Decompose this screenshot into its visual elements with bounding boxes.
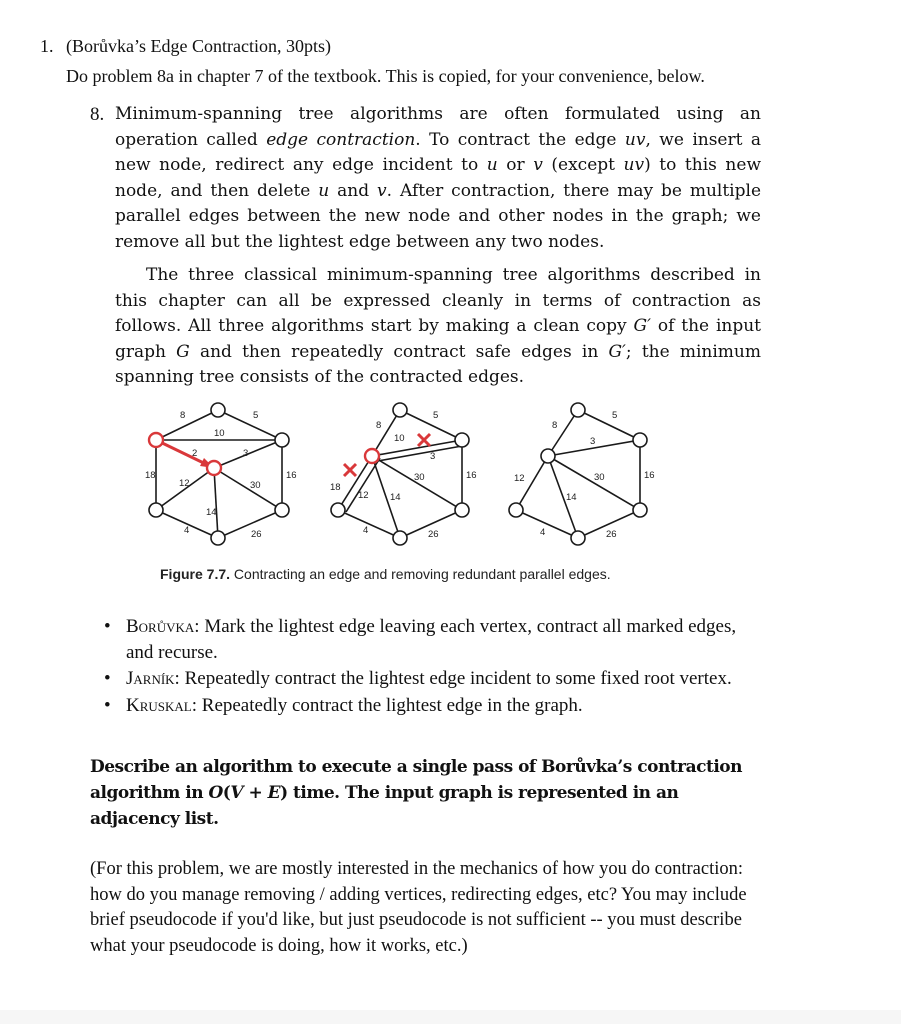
- edge-4: [338, 510, 400, 538]
- node: [393, 403, 407, 417]
- weight-label: 12: [358, 490, 369, 501]
- algorithm-description: Repeatedly contract the lightest edge incident to some fixed root vertex.: [179, 668, 732, 689]
- math-o: O: [208, 783, 223, 803]
- graph-before-nodes: [149, 403, 289, 545]
- weight-label: 16: [644, 470, 655, 481]
- node: [275, 503, 289, 517]
- weight-label: 10: [214, 428, 225, 439]
- weight-label: 18: [145, 470, 156, 481]
- task-statement: [90, 754, 760, 832]
- node: [571, 531, 585, 545]
- weight-label: 12: [179, 478, 190, 489]
- weight-label: 16: [466, 470, 477, 481]
- weight-label: 5: [433, 410, 439, 421]
- math-v: V: [230, 783, 244, 803]
- algorithm-name: Jarník:: [126, 668, 180, 689]
- weight-label: 26: [428, 529, 439, 540]
- text-run: . After contraction, there may be multiple parallel edges between the new node and other nodes in the graph; we remove all but the lightest edge between any two nodes.: [115, 180, 762, 252]
- math-u: u: [318, 180, 330, 201]
- node: [633, 503, 647, 517]
- weight-label: 14: [566, 492, 577, 503]
- figure-caption-label: Figure 7.7.: [160, 566, 231, 582]
- list-item-kruskal: [90, 693, 750, 719]
- node: [455, 433, 469, 447]
- weight-label: 3: [430, 451, 436, 462]
- weight-label: 2: [192, 448, 198, 459]
- weight-label: 14: [206, 507, 217, 518]
- edge-8: [156, 410, 218, 440]
- edge-8: [548, 410, 578, 456]
- problem-number: 1.: [40, 36, 54, 56]
- text-run: +: [243, 783, 268, 803]
- math-u: u: [486, 155, 498, 175]
- graph-during-contraction: [338, 410, 462, 538]
- math-v: v: [377, 180, 387, 201]
- figure-caption: [160, 566, 611, 582]
- weight-label: 8: [552, 420, 558, 431]
- algorithm-name: Borůvka:: [126, 616, 200, 637]
- remove-x-icon: [344, 464, 356, 476]
- weight-label: 3: [243, 448, 249, 459]
- weight-label: 5: [253, 410, 259, 421]
- text-run: or: [497, 155, 534, 175]
- node: [541, 449, 555, 463]
- weight-label: 12: [514, 473, 525, 484]
- weight-label: 30: [414, 472, 425, 483]
- math-uv: uv: [624, 129, 646, 150]
- text-run: and: [329, 180, 378, 201]
- graph-before-labels: [145, 410, 297, 540]
- math-g-prime: G′: [633, 316, 651, 336]
- text-run: Describe an algorithm to execute a single pass of Borůvka’s contraction algorithm in: [90, 757, 742, 803]
- list-item-jarnik: [90, 666, 750, 692]
- node: [455, 503, 469, 517]
- problem-heading: [40, 36, 331, 57]
- weight-label: 26: [251, 529, 262, 540]
- bullet: •: [104, 694, 111, 716]
- math-g-prime: G′: [608, 341, 626, 362]
- weight-label: 16: [286, 470, 297, 481]
- algorithm-list: [90, 614, 750, 719]
- edge-5: [400, 410, 462, 440]
- remove-x-icon: [418, 434, 430, 446]
- weight-label: 8: [180, 410, 186, 421]
- algorithm-name: Kruskal:: [126, 694, 198, 716]
- text-run: Minimum-spanning tree algorithms are often formulated using an operation called: [115, 104, 761, 150]
- text-run: ; the minimum spanning tree consists of the contracted edges.: [115, 341, 761, 387]
- weight-label: 18: [330, 482, 341, 493]
- algorithm-description: Repeatedly contract the lightest edge in the graph.: [197, 694, 583, 716]
- edge-12: [156, 468, 214, 510]
- edge-14: [214, 468, 218, 538]
- weight-label: 4: [540, 527, 546, 538]
- weight-label: 4: [184, 525, 190, 536]
- edge-30: [548, 456, 640, 510]
- edge-30: [372, 456, 462, 510]
- algorithm-description: Mark the lightest edge leaving each vertex, contract all marked edges, and recurse.: [126, 616, 737, 663]
- node-contracted: [365, 449, 379, 463]
- node-u: [149, 433, 163, 447]
- text-run: (: [222, 783, 231, 803]
- text-run: , we insert a new node, redirect any edge incident to: [115, 129, 761, 175]
- graph-during-nodes: [331, 403, 469, 545]
- problem-title: (Borůvka’s Edge Contraction, 30pts): [66, 36, 331, 56]
- figure-7-7: [142, 394, 662, 554]
- math-v: v: [533, 155, 543, 175]
- math-e: E: [267, 783, 281, 803]
- node: [571, 403, 585, 417]
- math-g: G: [176, 341, 190, 362]
- problem-intro: Do problem 8a in chapter 7 of the textbook. This is copied, for your convenience, below.: [66, 66, 705, 86]
- figure-caption-text: Contracting an edge and removing redundant parallel edges.: [230, 566, 611, 582]
- graph-after-labels: [514, 410, 655, 540]
- bullet: •: [104, 616, 111, 637]
- bullet: •: [104, 668, 111, 689]
- clarification-note: (For this problem, we are mostly interested in the mechanics of how you do contraction: how do you manage removing / adding vertices, redirecting edges, etc? You may include brief pseudocode if you'd like, but just pseudocode is not sufficient -- you must describe what your pseudocode is doing, how it works, etc.): [90, 859, 747, 956]
- node-v: [207, 461, 221, 475]
- graph-after-contraction: [516, 410, 640, 538]
- node: [633, 433, 647, 447]
- math-uv: uv: [623, 155, 645, 175]
- list-item-boruvka: [90, 614, 750, 665]
- text-run: . To contract the edge: [415, 129, 625, 150]
- weight-label: 26: [606, 529, 617, 540]
- node: [331, 503, 345, 517]
- text-run: ) to this new node, and then delete: [115, 155, 761, 201]
- weight-label: 4: [363, 525, 369, 536]
- weight-label: 3: [590, 436, 596, 447]
- edge-5: [578, 410, 640, 440]
- term-edge-contraction: edge contraction: [266, 129, 416, 150]
- weight-label: 30: [250, 480, 261, 491]
- node: [211, 403, 225, 417]
- weight-label: 10: [394, 433, 405, 444]
- text-run: (except: [542, 155, 624, 175]
- node: [275, 433, 289, 447]
- weight-label: 30: [594, 472, 605, 483]
- weight-label: 14: [390, 492, 401, 503]
- edge-5: [218, 410, 282, 440]
- edge-30: [214, 468, 282, 510]
- text-run: of the input graph: [115, 316, 761, 362]
- page-bottom-strip: [0, 1010, 901, 1024]
- node: [509, 503, 523, 517]
- exercise-paragraph-1: [115, 102, 761, 255]
- text-run: The three classical minimum-spanning tree algorithms described in this chapter can all be expressed cleanly in terms of contraction as follows. All three algorithms start by making a clean copy: [115, 265, 761, 336]
- exercise-number: 8.: [90, 104, 105, 125]
- node: [393, 531, 407, 545]
- node: [211, 531, 225, 545]
- contraction-diagram: [142, 394, 662, 554]
- edge-26: [218, 510, 282, 538]
- weight-label: 5: [612, 410, 618, 421]
- exercise-paragraph-2: [115, 263, 761, 391]
- text-run: ) time. The input graph is represented in an adjacency list.: [90, 783, 679, 829]
- node: [149, 503, 163, 517]
- weight-label: 8: [376, 420, 382, 431]
- text-run: and then repeatedly contract safe edges in: [189, 341, 609, 362]
